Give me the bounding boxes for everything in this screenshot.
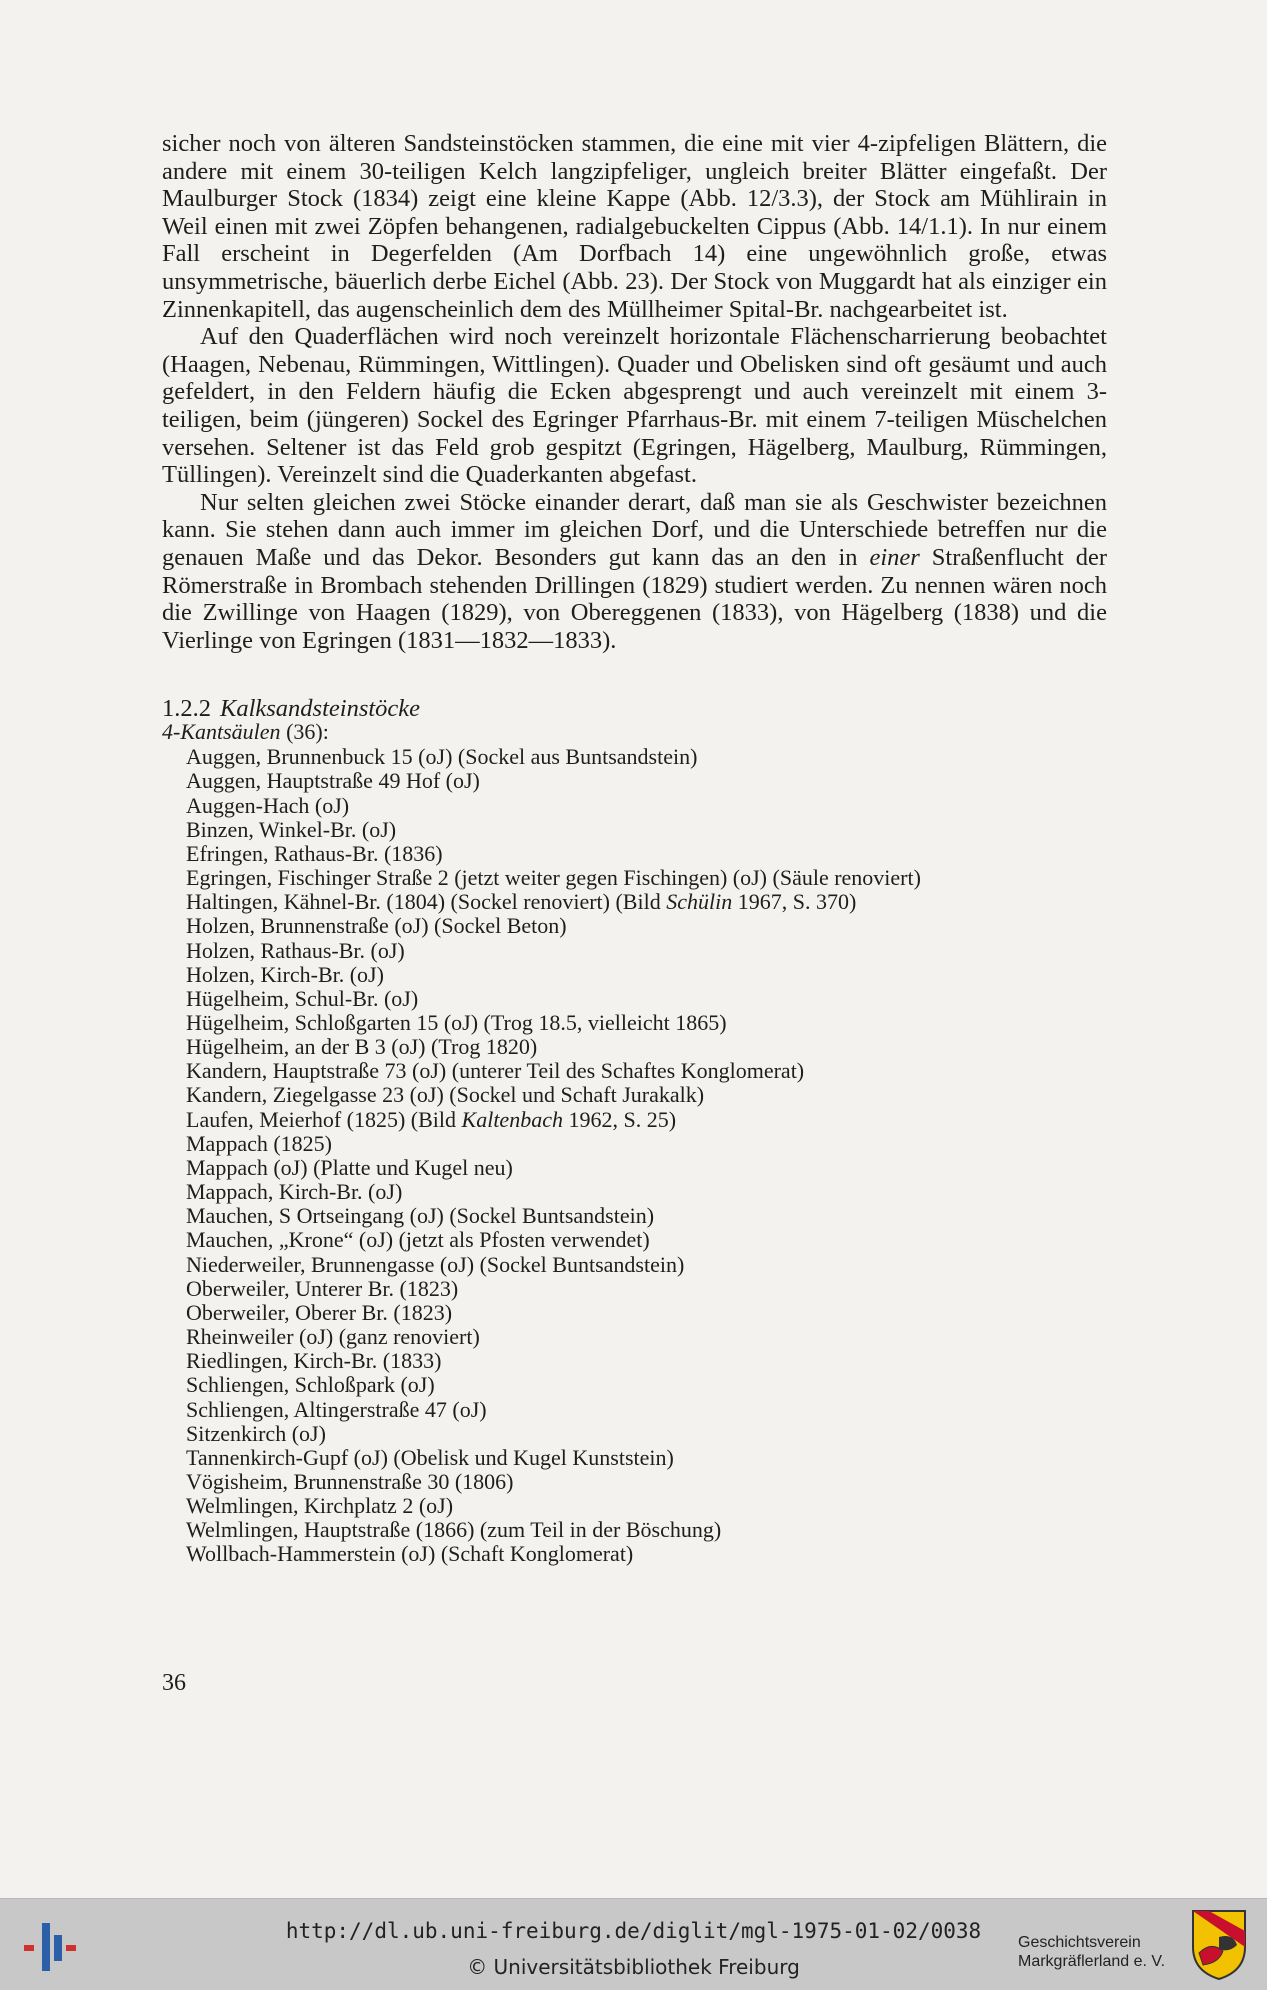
list-item-text-tail: 1962, S. 25) (562, 1106, 677, 1132)
section-number: 1.2.2 (162, 695, 211, 723)
list-item-text: Schliengen, Altingerstraße 47 (oJ) (186, 1396, 487, 1422)
list-item-text: Welmlingen, Kirchplatz 2 (oJ) (186, 1493, 454, 1519)
list-item-text: Egringen, Fischinger Straße 2 (jetzt weiter gegen Fischingen) (oJ) (Säule renoviert) (186, 865, 921, 891)
list-item (186, 1446, 1107, 1470)
list-item (186, 1542, 1107, 1566)
list-item-text: Auggen, Brunnenbuck 15 (oJ) (Sockel aus Buntsandstein) (186, 744, 698, 770)
list-item-text: Oberweiler, Oberer Br. (1823) (186, 1299, 453, 1325)
subsection-count: (36): (280, 719, 329, 745)
list-item (186, 1277, 1107, 1301)
list-item-citation: Kaltenbach (461, 1106, 563, 1132)
list-item (186, 1301, 1107, 1325)
list-item-text: Holzen, Kirch-Br. (oJ) (186, 961, 384, 987)
paragraph-3-text-a: Nur selten gleichen zwei Stöcke einander derart, daß man sie als Geschwister bezeichnen kann. Sie stehen dann auch immer im gleichen Dorf, und die Unterschiede betreffen nur die genauen Maße und das Dekor. Besonders gut kann das an den in (162, 488, 1107, 571)
list-item (186, 963, 1107, 987)
list-item-text: Laufen, Meierhof (1825) (Bild (186, 1106, 462, 1132)
list-item-text: Welmlingen, Hauptstraße (1866) (zum Teil in der Böschung) (186, 1517, 722, 1543)
list-item-text: Wollbach-Hammerstein (oJ) (Schaft Konglomerat) (186, 1541, 634, 1567)
footer-bar (0, 1898, 1267, 1990)
list-item-text: Holzen, Rathaus-Br. (oJ) (186, 937, 405, 963)
list-item (186, 987, 1107, 1011)
list-item (186, 794, 1107, 818)
list-item (186, 1373, 1107, 1397)
list-item (186, 866, 1107, 890)
list-item (186, 745, 1107, 769)
list-item-text: Rheinweiler (oJ) (ganz renoviert) (186, 1324, 480, 1350)
list-item (186, 1422, 1107, 1446)
list-item (186, 842, 1107, 866)
location-list (162, 745, 1107, 1566)
list-item (186, 1204, 1107, 1228)
list-item (186, 769, 1107, 793)
list-item (186, 1083, 1107, 1107)
list-item (186, 1108, 1107, 1132)
list-item (186, 1349, 1107, 1373)
page-number: 36 (162, 1670, 186, 1696)
list-item-text: Niederweiler, Brunnengasse (oJ) (Sockel Buntsandstein) (186, 1251, 685, 1277)
list-item-text: Auggen, Hauptstraße 49 Hof (oJ) (186, 768, 480, 794)
list-item-text: Hügelheim, Schloßgarten 15 (oJ) (Trog 18.5, vielleicht 1865) (186, 1010, 727, 1035)
footer-copyright: © Universitätsbibliothek Freiburg (467, 1955, 800, 1979)
list-item-text-tail: 1967, S. 370) (732, 889, 857, 915)
subsection-title: 4-Kantsäulen (162, 719, 281, 745)
footer-url-link[interactable]: http://dl.ub.uni-freiburg.de/diglit/mgl-1975-01-02/0038 (285, 1919, 982, 1943)
list-item-text: Kandern, Ziegelgasse 23 (oJ) (Sockel und Schaft Jurakalk) (186, 1082, 705, 1108)
paragraph-2: Auf den Quaderflächen wird noch vereinzelt horizontale Flächenscharrierung beobachtet (Haagen, Nebenau, Rümmingen, Wittlingen). Quader und Obelisken sind oft gesäumt und auch gefeldert, in den Feldern häufig die Ecken abgesprengt und auch vereinzelt mit einem 3-teiligen, beim (jüngeren) Sockel des Egringer Pfarrhaus-Br. mit einem 7-teiligen Müschelchen versehen. Seltener ist das Feld grob gespitzt (Egringen, Hägelberg, Maulburg, Rümmingen, Tüllingen). Vereinzelt sind die Quaderkanten abgefast. (162, 323, 1107, 489)
list-item (186, 1180, 1107, 1204)
list-item-text: Kandern, Hauptstraße 73 (oJ) (unterer Teil des Schaftes Konglomerat) (186, 1058, 805, 1084)
list-item-text: Mappach (1825) (186, 1130, 333, 1156)
list-item-text: Riedlingen, Kirch-Br. (1833) (186, 1348, 442, 1374)
list-item-text: Holzen, Brunnenstraße (oJ) (Sockel Beton) (186, 913, 567, 939)
list-item-text: Hügelheim, Schul-Br. (oJ) (186, 985, 419, 1011)
list-item (186, 939, 1107, 963)
list-item (186, 1035, 1107, 1059)
list-item-citation: Schülin (666, 889, 733, 915)
list-item-text: Oberweiler, Unterer Br. (1823) (186, 1275, 459, 1301)
list-item-text: Tannenkirch-Gupf (oJ) (Obelisk und Kugel Kunststein) (186, 1444, 674, 1470)
list-item-text: Mappach, Kirch-Br. (oJ) (186, 1179, 403, 1205)
list-item (186, 1011, 1107, 1035)
paragraph-3-emphasis: einer (869, 543, 920, 571)
list-item (186, 1494, 1107, 1518)
society-name-line-2: Markgräflerland e. V. (1018, 1953, 1166, 1970)
list-item (186, 818, 1107, 842)
paragraph-3 (162, 489, 1107, 655)
list-item-text: Auggen-Hach (oJ) (186, 792, 350, 818)
section-heading (162, 695, 1107, 722)
society-name (1018, 1933, 1188, 1971)
list-item-text: Mauchen, S Ortseingang (oJ) (Sockel Buntsandstein) (186, 1203, 655, 1229)
paragraph-3-text-b: Straßenflucht der Römerstraße in Brombach stehenden Drillingen (1829) studiert werden. Zu nennen wären noch die Zwillinge von Haagen (1829), von Obereggenen (1833), von Hägelberg (1838) und die Vierlinge von Egringen (1831—1832—1833). (162, 543, 1107, 654)
list-item (186, 1059, 1107, 1083)
list-item-text: Vögisheim, Brunnenstraße 30 (1806) (186, 1468, 514, 1494)
list-item-text: Hügelheim, an der B 3 (oJ) (Trog 1820) (186, 1034, 538, 1060)
list-item (186, 1470, 1107, 1494)
list-item-text: Sitzenkirch (oJ) (186, 1420, 326, 1446)
list-item-text: Binzen, Winkel-Br. (oJ) (186, 816, 397, 842)
coat-of-arms-icon (1189, 1907, 1249, 1981)
list-item (186, 1132, 1107, 1156)
paragraph-1: sicher noch von älteren Sandsteinstöcken stammen, die eine mit vier 4-zipfeligen Blättern, die andere mit einem 30-teiligen Kelch langzipfeliger, ungleich breiter Blätter eingefaßt. Der Maulburger Stock (1834) zeigt eine kleine Kappe (Abb. 12/3.3), der Stock am Mühlirain in Weil einen mit zwei Zöpfen behangenen, radialgebuckelten Cippus (Abb. 14/1.1). In nur einem Fall erscheint in Degerfelden (Am Dorfbach 14) eine ungewöhnlich große, etwas unsymmetrische, bäuerlich derbe Eichel (Abb. 23). Der Stock von Muggardt hat als einziger ein Zinnenkapitell, das augenscheinlich dem des Müllheimer Spital-Br. nachgearbeitet ist. (162, 130, 1107, 323)
society-name-line-1: Geschichtsverein (1018, 1934, 1141, 1951)
list-item-text: Mappach (oJ) (Platte und Kugel neu) (186, 1154, 513, 1180)
list-item-text: Mauchen, „Krone“ (oJ) (jetzt als Pfosten verwendet) (186, 1227, 650, 1253)
list-item (186, 1398, 1107, 1422)
list-item-text: Efringen, Rathaus-Br. (1836) (186, 840, 443, 866)
list-item (186, 890, 1107, 914)
list-item (186, 1228, 1107, 1252)
list-item (186, 1518, 1107, 1542)
subsection-heading (162, 720, 1107, 744)
section-title: Kalksandsteinstöcke (220, 695, 421, 723)
list-item-text: Schliengen, Schloßpark (oJ) (186, 1372, 435, 1398)
list-item (186, 1325, 1107, 1349)
list-item (186, 1156, 1107, 1180)
list-item-text: Haltingen, Kähnel-Br. (1804) (Sockel renoviert) (Bild (186, 889, 667, 915)
list-item (186, 1253, 1107, 1277)
text-column (162, 130, 1107, 1567)
list-item (186, 914, 1107, 938)
